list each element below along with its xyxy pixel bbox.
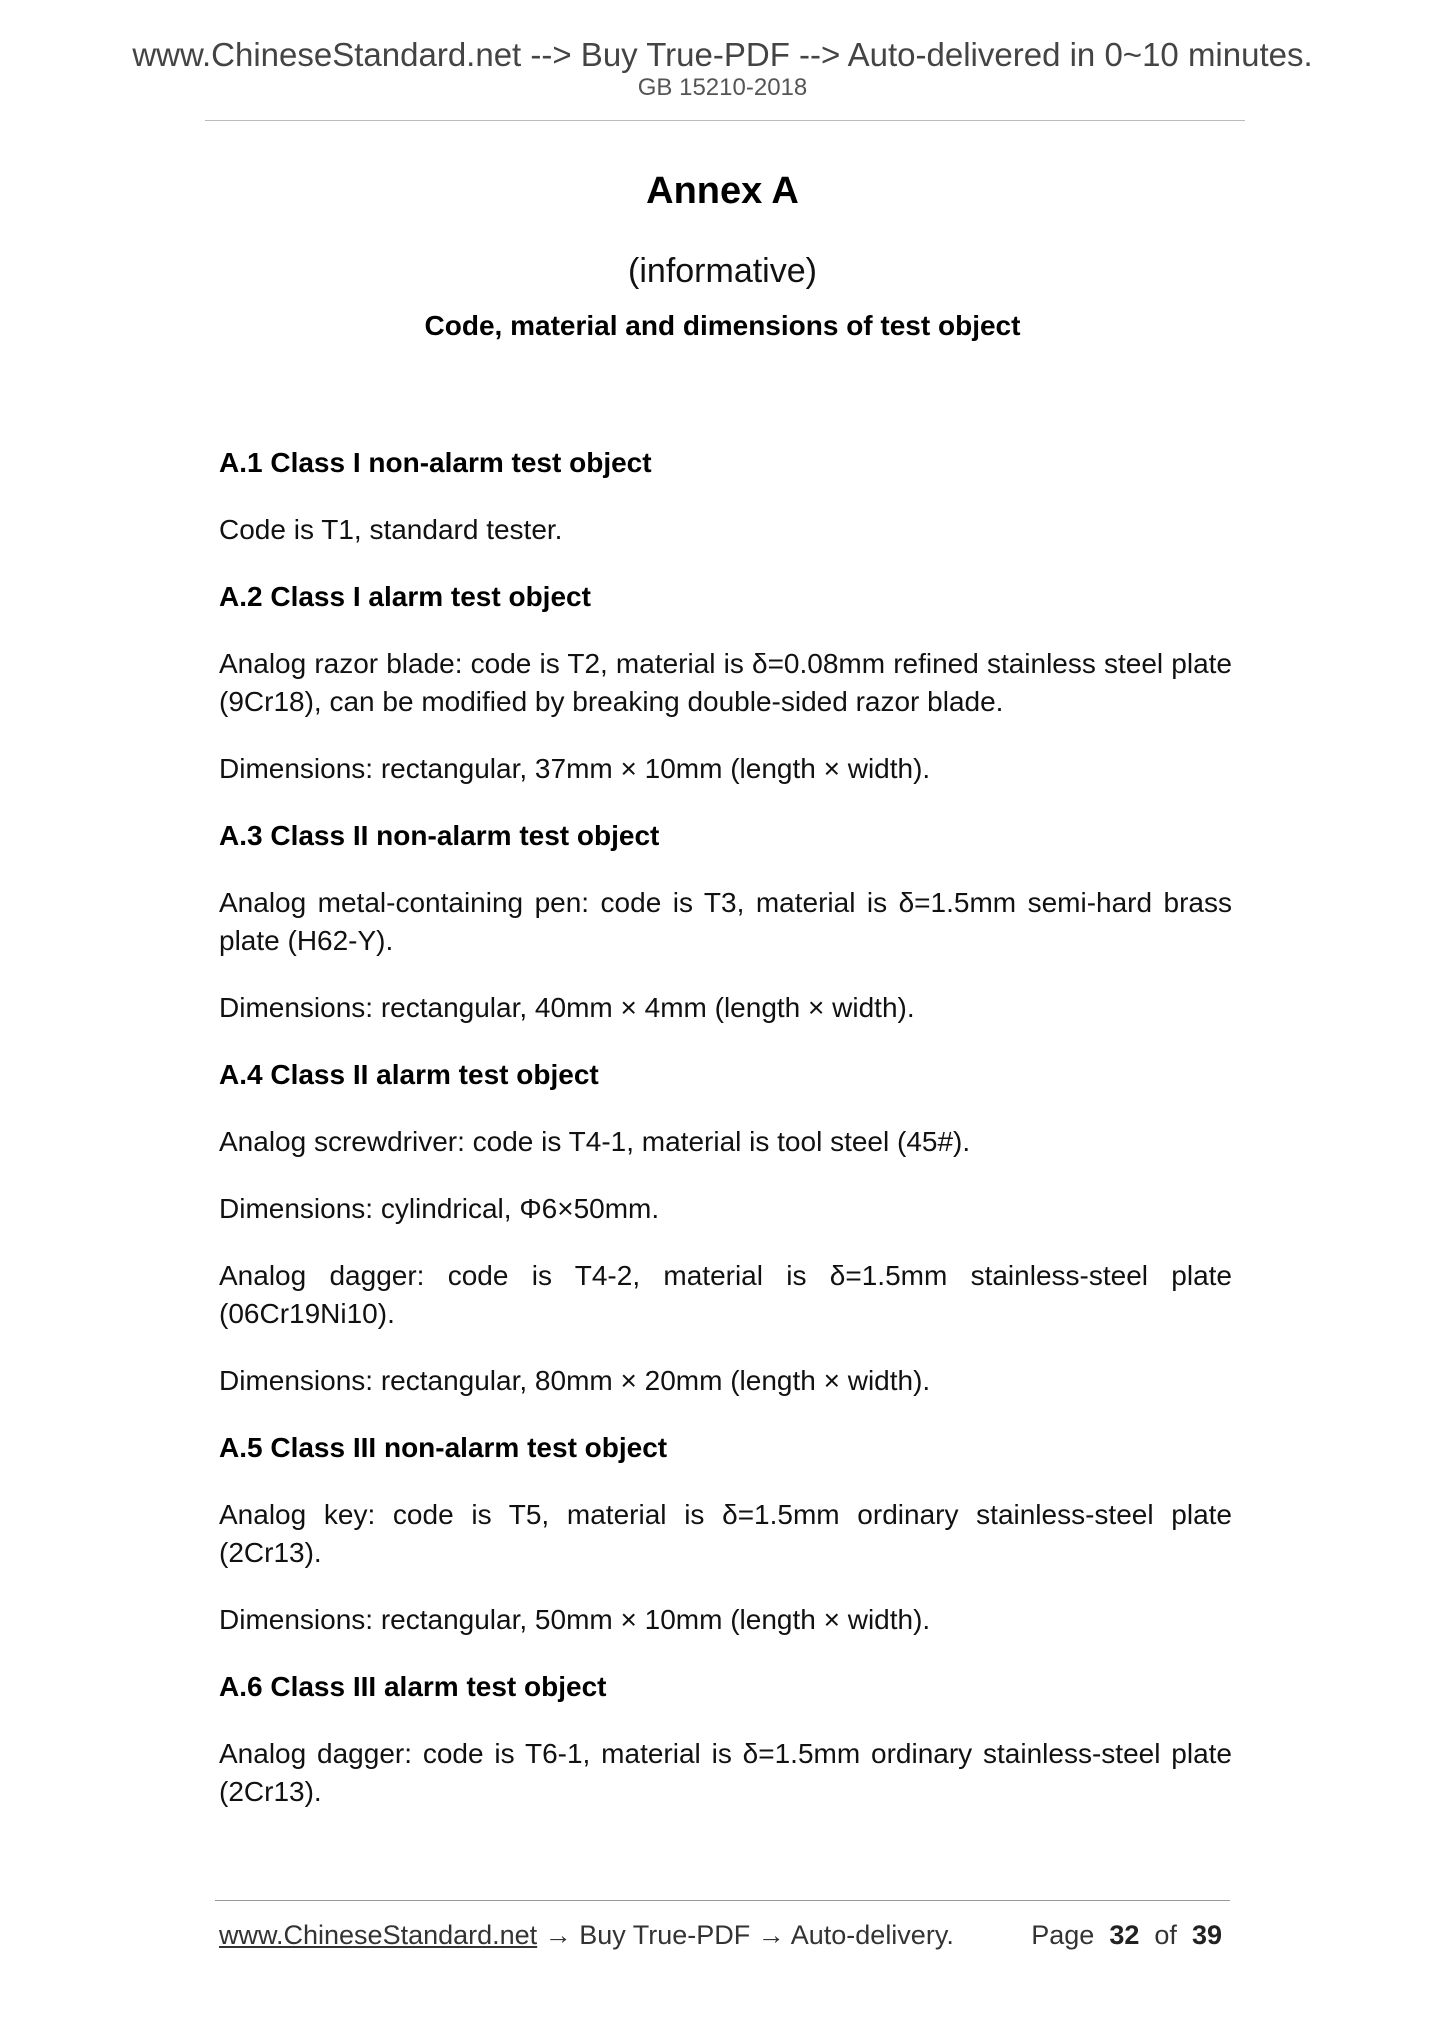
section-paragraph: Analog dagger: code is T6-1, material is δ=1.5mm ordinary stainless-steel plate (2Cr13). <box>219 1738 1232 1807</box>
section-paragraph: Analog metal-containing pen: code is T3, material is δ=1.5mm semi-hard brass plate (H62-Y). <box>219 887 1232 956</box>
section-paragraph: Dimensions: rectangular, 40mm × 4mm (length × width). <box>219 992 915 1023</box>
section-heading: A.6 Class III alarm test object <box>219 1671 607 1702</box>
section-heading: A.2 Class I alarm test object <box>219 581 591 612</box>
page-label: Page <box>1031 1920 1095 1950</box>
header-divider <box>205 120 1245 121</box>
footer-promo-text: → Buy True-PDF → Auto-delivery. <box>537 1920 954 1950</box>
page-footer <box>219 1919 1232 1951</box>
section-paragraph: Code is T1, standard tester. <box>219 514 563 545</box>
section-heading: A.1 Class I non-alarm test object <box>219 447 652 478</box>
section-paragraph: Analog screwdriver: code is T4-1, material is tool steel (45#). <box>219 1126 971 1157</box>
page-indicator <box>1031 1919 1222 1951</box>
page-of-label: of <box>1154 1920 1177 1950</box>
footer-promo <box>219 1919 954 1951</box>
section-paragraph: Dimensions: rectangular, 37mm × 10mm (length × width). <box>219 753 931 784</box>
footer-site-link[interactable]: www.ChineseStandard.net <box>219 1920 538 1950</box>
footer-divider <box>215 1900 1230 1901</box>
section-heading: A.5 Class III non-alarm test object <box>219 1432 668 1463</box>
annex-subtitle: Code, material and dimensions of test object <box>424 310 1021 341</box>
section-paragraph: Dimensions: rectangular, 50mm × 10mm (length × width). <box>219 1604 931 1635</box>
page-total: 39 <box>1191 1920 1222 1950</box>
section-paragraph: Dimensions: rectangular, 80mm × 20mm (length × width). <box>219 1365 931 1396</box>
standard-code: GB 15210-2018 <box>637 74 808 101</box>
section-heading: A.3 Class II non-alarm test object <box>219 820 660 851</box>
site-banner: www.ChineseStandard.net --> Buy True-PDF --> Auto-delivered in 0~10 minutes. <box>132 36 1313 73</box>
section-paragraph: Analog razor blade: code is T2, material is δ=0.08mm refined stainless steel plate (9Cr18), can be modified by breaking double-sided razor blade. <box>219 648 1232 717</box>
section-paragraph: Analog dagger: code is T4-2, material is δ=1.5mm stainless-steel plate (06Cr19Ni10). <box>219 1260 1232 1329</box>
section-paragraph: Analog key: code is T5, material is δ=1.5mm ordinary stainless-steel plate (2Cr13). <box>219 1499 1232 1568</box>
section-paragraph: Dimensions: cylindrical, Φ6×50mm. <box>219 1193 660 1224</box>
annex-body <box>219 444 1232 1840</box>
page-number: 32 <box>1109 1920 1140 1950</box>
annex-type: (informative) <box>628 252 817 290</box>
section-heading: A.4 Class II alarm test object <box>219 1059 599 1090</box>
annex-title: Annex A <box>646 170 799 212</box>
